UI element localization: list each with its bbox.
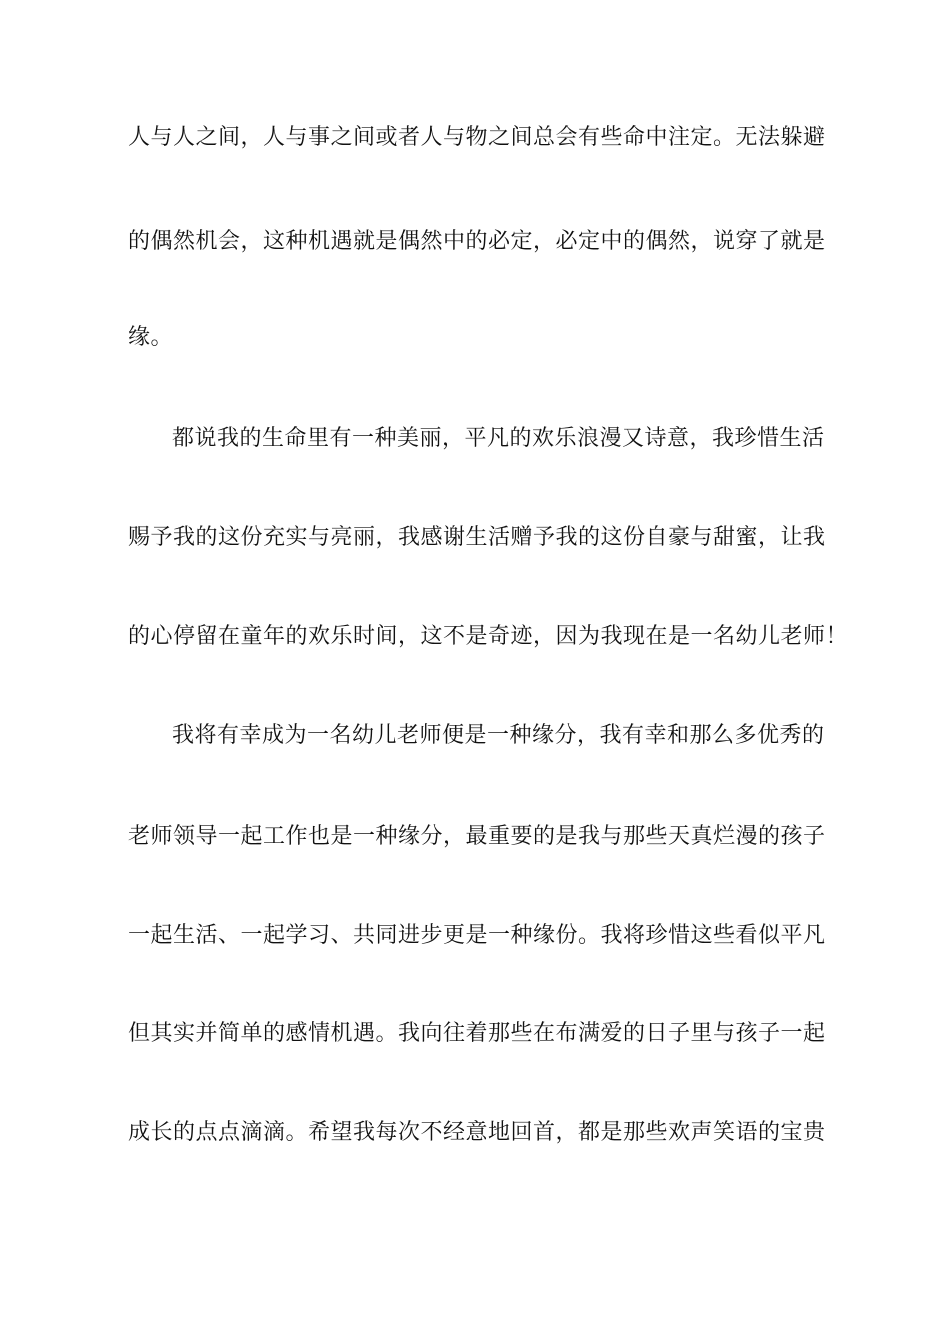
text-line-4: 都说我的生命里有一种美丽，平凡的欢乐浪漫又诗意，我珍惜生活 bbox=[172, 426, 825, 451]
text-line-6: 的心停留在童年的欢乐时间，这不是奇迹，因为我现在是一名幼儿老师！ bbox=[128, 624, 849, 649]
text-line-3: 缘。 bbox=[128, 325, 174, 350]
text-line-7: 我将有幸成为一名幼儿老师便是一种缘分，我有幸和那么多优秀的 bbox=[172, 723, 825, 748]
text-line-5: 赐予我的这份充实与亮丽，我感谢生活赠予我的这份自豪与甜蜜，让我 bbox=[128, 525, 826, 550]
text-line-9: 一起生活、一起学习、共同进步更是一种缘份。我将珍惜这些看似平凡 bbox=[128, 923, 826, 948]
text-line-1: 人与人之间，人与事之间或者人与物之间总会有些命中注定。无法躲避 bbox=[128, 125, 826, 150]
text-line-2: 的偶然机会，这种机遇就是偶然中的必定，必定中的偶然，说穿了就是 bbox=[128, 229, 826, 254]
text-line-11: 成长的点点滴滴。希望我每次不经意地回首，都是那些欢声笑语的宝贵 bbox=[128, 1120, 826, 1145]
text-line-8: 老师领导一起工作也是一种缘分，最重要的是我与那些天真烂漫的孩子 bbox=[128, 824, 826, 849]
text-line-10: 但其实并简单的感情机遇。我向往着那些在布满爱的日子里与孩子一起 bbox=[128, 1021, 826, 1046]
